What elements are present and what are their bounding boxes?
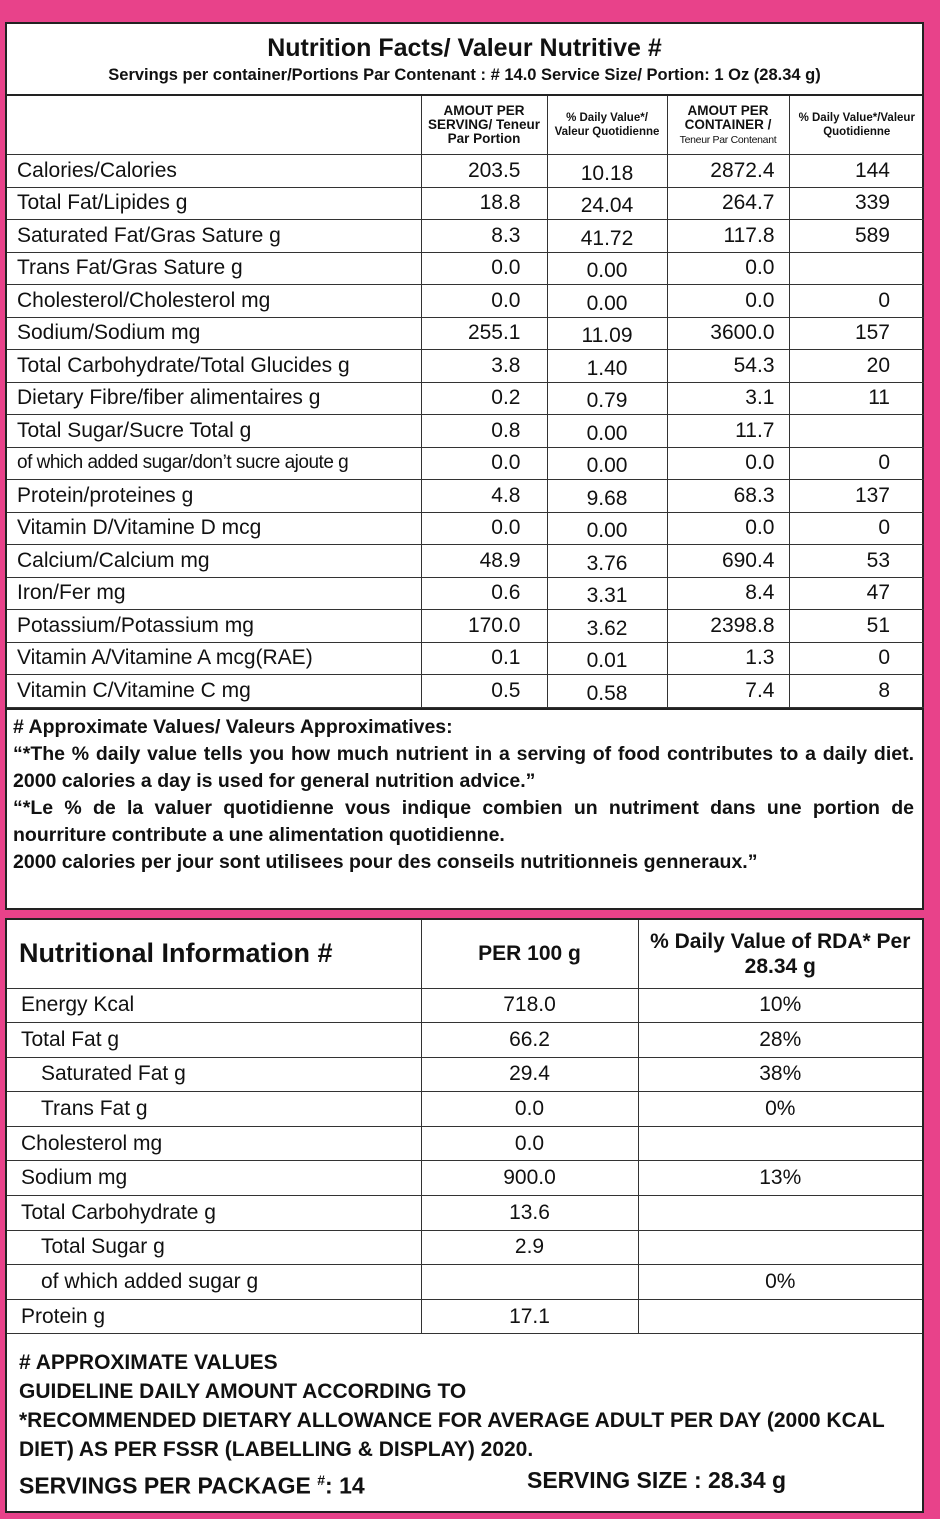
nutrient-name: Trans Fat g (7, 1092, 421, 1127)
dv-note-english: “*The % daily value tells you how much nutrient in a serving of food contributes to a daily diet. 2000 calories a day is used for general nutrition advice.” (13, 742, 914, 792)
per-container-value: 54.3 (667, 350, 789, 383)
per-container-value: 68.3 (667, 480, 789, 513)
nutrition-facts-header (7, 24, 922, 96)
nutrient-name: Total Carbohydrate/Total Glucides g (7, 350, 421, 383)
dv-serving-value: 0.58 (547, 675, 667, 708)
per-container-value: 2398.8 (667, 610, 789, 643)
table-row (7, 1230, 922, 1265)
per-serving-value: 0.0 (421, 447, 547, 480)
dv-serving-value: 41.72 (547, 220, 667, 253)
servings-line: Servings per container/Portions Par Contenant : # 14.0 Service Size/ Portion: 1 Oz (28.34 g) (108, 66, 821, 84)
dv-container-value: 0 (789, 285, 924, 318)
nutrient-name: Total Fat/Lipides g (7, 187, 421, 220)
table-row (7, 1092, 922, 1127)
nutritional-information-notes (7, 1334, 922, 1501)
per-serving-value: 0.0 (421, 512, 547, 545)
dv-serving-value: 3.76 (547, 545, 667, 578)
table-row (7, 350, 924, 383)
nutrient-name: Total Carbohydrate g (7, 1196, 421, 1231)
table-row (7, 480, 924, 513)
per-serving-header: AMOUT PER SERVING/ Teneur Par Portion (421, 96, 547, 155)
dv-serving-value: 0.00 (547, 285, 667, 318)
nutritional-information-rows (7, 988, 922, 1334)
dv-container-value: 51 (789, 610, 924, 643)
per-100g-value: 0.0 (421, 1092, 638, 1127)
dv-serving-value: 11.09 (547, 317, 667, 350)
servings-per-package-value: : 14 (325, 1473, 365, 1500)
per-container-value: 7.4 (667, 675, 789, 708)
per-serving-value: 0.5 (421, 675, 547, 708)
nutrient-name: Total Fat g (7, 1023, 421, 1058)
per-serving-value: 18.8 (421, 187, 547, 220)
dv-container-value (789, 252, 924, 285)
table-row (7, 447, 924, 480)
table-header-row (7, 96, 924, 155)
dv-serving-value: 0.79 (547, 382, 667, 415)
per-container-value: 3600.0 (667, 317, 789, 350)
table-row (7, 1126, 922, 1161)
nutritional-information-table (7, 920, 922, 1334)
table-row (7, 512, 924, 545)
per-serving-value: 0.0 (421, 285, 547, 318)
per-container-value: 11.7 (667, 415, 789, 448)
nutrient-name: Vitamin C/Vitamine C mg (7, 675, 421, 708)
serving-size: SERVING SIZE : 28.34 g (527, 1467, 787, 1494)
per-100g-value: 29.4 (421, 1057, 638, 1092)
table-row (7, 317, 924, 350)
nutrient-name: Total Sugar g (7, 1230, 421, 1265)
nutrient-name: Total Sugar/Sucre Total g (7, 415, 421, 448)
per-100g-value: 17.1 (421, 1299, 638, 1334)
nutrient-name: Dietary Fibre/fiber alimentaires g (7, 382, 421, 415)
table-row (7, 642, 924, 675)
name-column-header (7, 96, 421, 155)
per-container-value: 0.0 (667, 252, 789, 285)
per-100g-value: 0.0 (421, 1126, 638, 1161)
guideline-note: GUIDELINE DAILY AMOUNT ACCORDING TO (19, 1380, 467, 1404)
table-row (7, 675, 924, 708)
dv-rda-value (638, 1299, 922, 1334)
nutrient-name: Calories/Calories (7, 155, 421, 188)
per-serving-value: 170.0 (421, 610, 547, 643)
table-row (7, 382, 924, 415)
table-row (7, 610, 924, 643)
table-row (7, 252, 924, 285)
table-row (7, 415, 924, 448)
dv-rda-value (638, 1196, 922, 1231)
per-serving-value: 0.8 (421, 415, 547, 448)
dv-serving-header: % Daily Value*/ Valeur Quotidienne (547, 96, 667, 155)
nutrient-name: Sodium mg (7, 1161, 421, 1196)
per-serving-value: 0.1 (421, 642, 547, 675)
nutritional-information-panel (5, 918, 924, 1513)
nutrition-facts-rows (7, 155, 924, 708)
dv-container-value: 339 (789, 187, 924, 220)
nutrition-facts-panel (5, 22, 924, 910)
per-container-value: 1.3 (667, 642, 789, 675)
dv-container-value: 47 (789, 577, 924, 610)
dv-container-value: 0 (789, 447, 924, 480)
per-100g-header: PER 100 g (421, 920, 638, 988)
nutrient-name: Energy Kcal (7, 988, 421, 1023)
table-row (7, 285, 924, 318)
per-container-header-small: Teneur Par Contenant (679, 133, 777, 146)
per-container-value: 0.0 (667, 447, 789, 480)
per-container-value: 690.4 (667, 545, 789, 578)
nutrient-name: of which added sugar g (7, 1265, 421, 1300)
dv-container-value: 20 (789, 350, 924, 383)
nutrient-name: Iron/Fer mg (7, 577, 421, 610)
per-serving-value: 0.6 (421, 577, 547, 610)
dv-container-value: 144 (789, 155, 924, 188)
dv-serving-value: 0.00 (547, 415, 667, 448)
per-serving-value: 4.8 (421, 480, 547, 513)
nutrient-name: Saturated Fat/Gras Sature g (7, 220, 421, 253)
per-serving-value: 3.8 (421, 350, 547, 383)
approx-values-note: # APPROXIMATE VALUES (19, 1351, 278, 1375)
per-100g-value: 718.0 (421, 988, 638, 1023)
dv-serving-value: 0.01 (547, 642, 667, 675)
servings-per-package (19, 1466, 527, 1501)
nutrient-name: Potassium/Potassium mg (7, 610, 421, 643)
approx-note: # Approximate Values/ Valeurs Approximatives: (13, 715, 453, 738)
servings-per-package-mark: # (317, 1472, 326, 1489)
dv-note-french-calories: 2000 calories per jour sont utilisees pour des conseils nutritionneis genneraux.” (13, 850, 758, 873)
nutrient-name: Vitamin A/Vitamine A mcg(RAE) (7, 642, 421, 675)
table-row (7, 1161, 922, 1196)
per-serving-value: 0.0 (421, 252, 547, 285)
dv-container-header: % Daily Value*/Valeur Quotidienne (789, 96, 924, 155)
table-row (7, 1023, 922, 1058)
nutritional-information-title: Nutritional Information # (7, 920, 421, 988)
dv-rda-value (638, 1230, 922, 1265)
per-100g-value: 900.0 (421, 1161, 638, 1196)
nutrient-name: Protein/proteines g (7, 480, 421, 513)
dv-serving-value: 0.00 (547, 512, 667, 545)
dv-container-value: 0 (789, 642, 924, 675)
nutrient-name: Cholesterol/Cholesterol mg (7, 285, 421, 318)
per-100g-value: 13.6 (421, 1196, 638, 1231)
dv-rda-value: 0% (638, 1265, 922, 1300)
table-row (7, 1196, 922, 1231)
dv-container-value (789, 415, 924, 448)
nutrition-facts-table (7, 96, 924, 708)
dv-container-value: 157 (789, 317, 924, 350)
nutrition-facts-title: Nutrition Facts/ Valeur Nutritive # (267, 34, 662, 62)
servings-summary (19, 1466, 912, 1501)
dv-container-value: 11 (789, 382, 924, 415)
servings-per-package-label: SERVINGS PER PACKAGE (19, 1473, 318, 1500)
dv-serving-value: 0.00 (547, 252, 667, 285)
per-serving-value: 0.2 (421, 382, 547, 415)
dv-rda-header: % Daily Value of RDA* Per 28.34 g (638, 920, 922, 988)
nutrient-name: Cholesterol mg (7, 1126, 421, 1161)
per-100g-value (421, 1265, 638, 1300)
per-serving-value: 203.5 (421, 155, 547, 188)
per-100g-value: 66.2 (421, 1023, 638, 1058)
per-container-value: 2872.4 (667, 155, 789, 188)
table-header-row (7, 920, 922, 988)
per-container-value: 0.0 (667, 285, 789, 318)
table-row (7, 187, 924, 220)
table-row (7, 577, 924, 610)
nutrient-name: Vitamin D/Vitamine D mcg (7, 512, 421, 545)
dv-rda-value: 0% (638, 1092, 922, 1127)
per-container-value: 3.1 (667, 382, 789, 415)
dv-rda-value: 13% (638, 1161, 922, 1196)
table-row (7, 1299, 922, 1334)
dv-serving-value: 24.04 (547, 187, 667, 220)
nutrient-name: Saturated Fat g (7, 1057, 421, 1092)
per-container-value: 117.8 (667, 220, 789, 253)
dv-rda-value: 38% (638, 1057, 922, 1092)
per-container-header (667, 96, 789, 155)
table-row (7, 1057, 922, 1092)
dv-container-value: 589 (789, 220, 924, 253)
nutrient-name: Trans Fat/Gras Sature g (7, 252, 421, 285)
dv-serving-value: 9.68 (547, 480, 667, 513)
nutrient-name: Calcium/Calcium mg (7, 545, 421, 578)
dv-container-value: 0 (789, 512, 924, 545)
per-container-value: 264.7 (667, 187, 789, 220)
per-100g-value: 2.9 (421, 1230, 638, 1265)
dv-serving-value: 10.18 (547, 155, 667, 188)
nutrient-name: of which added sugar/don’t sucre ajoute g (7, 447, 421, 480)
per-serving-value: 48.9 (421, 545, 547, 578)
per-container-header-label: AMOUT PER CONTAINER / (684, 102, 772, 132)
per-serving-value: 255.1 (421, 317, 547, 350)
nutrient-name: Sodium/Sodium mg (7, 317, 421, 350)
rda-note: *RECOMMENDED DIETARY ALLOWANCE FOR AVERAGE ADULT PER DAY (2000 KCAL DIET) AS PER FSSR (LABELLING & DISPLAY) 2020. (19, 1409, 885, 1462)
table-row (7, 988, 922, 1023)
nutrition-facts-notes (7, 708, 922, 876)
dv-rda-value: 28% (638, 1023, 922, 1058)
per-container-value: 0.0 (667, 512, 789, 545)
table-row (7, 220, 924, 253)
dv-container-value: 8 (789, 675, 924, 708)
table-row (7, 155, 924, 188)
dv-container-value: 137 (789, 480, 924, 513)
per-container-value: 8.4 (667, 577, 789, 610)
dv-note-french: “*Le % de la valuer quotidienne vous indique combien un nutriment dans une portion de nourriture contribute a une alimentation quotidienne. (13, 796, 914, 846)
dv-rda-value: 10% (638, 988, 922, 1023)
dv-rda-value (638, 1126, 922, 1161)
table-row (7, 545, 924, 578)
dv-serving-value: 3.62 (547, 610, 667, 643)
per-serving-value: 8.3 (421, 220, 547, 253)
dv-serving-value: 0.00 (547, 447, 667, 480)
dv-container-value: 53 (789, 545, 924, 578)
dv-serving-value: 3.31 (547, 577, 667, 610)
dv-serving-value: 1.40 (547, 350, 667, 383)
table-row (7, 1265, 922, 1300)
nutrient-name: Protein g (7, 1299, 421, 1334)
